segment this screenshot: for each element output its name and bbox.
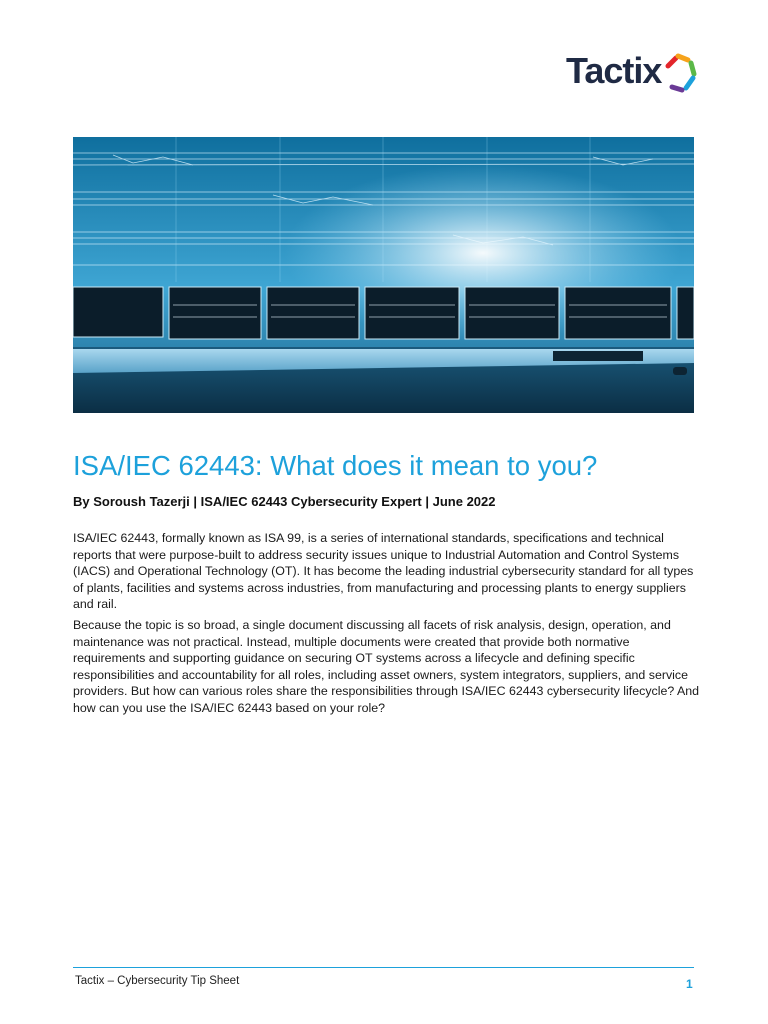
article-paragraph: Because the topic is so broad, a single document discussing all facets of risk analysis, design, operation, and maintenance was not practical. Instead, multiple documents were created that provide both normative requirements and supporting guidance on securing OT systems across a lifecycle and defining specific responsibilities and accountability for all roles, including asset owners, system integrators, suppliers, and service providers. But how can various roles share the responsibilities through ISA/IEC 62443 cybersecurity lifecycle? And how can you use the ISA/IEC 62443 based on your role? (73, 618, 700, 715)
article-title: ISA/IEC 62443: What does it mean to you? (73, 450, 598, 481)
control-room-image (73, 137, 694, 413)
logo-wordmark: Tactix (566, 50, 662, 91)
article-byline: By Soroush Tazerji | ISA/IEC 62443 Cybersecurity Expert | June 2022 (73, 494, 496, 509)
footer-label: Tactix – Cybersecurity Tip Sheet (75, 975, 240, 987)
page-number: 1 (686, 977, 693, 991)
tactix-logo (566, 48, 698, 100)
logo-emblem-icon (664, 48, 700, 96)
article-paragraph: ISA/IEC 62443, formally known as ISA 99, is a series of international standards, specifications and technical reports that were purpose-built to address security issues unique to Industrial Automation and Control Systems (IACS) and Operational Technology (OT). It has become the leading industrial cybersecurity standard for all types of plants, facilities and systems across industries, from manufacturing and processing plants to energy suppliers and rail. (73, 531, 694, 612)
footer-divider (73, 967, 694, 968)
